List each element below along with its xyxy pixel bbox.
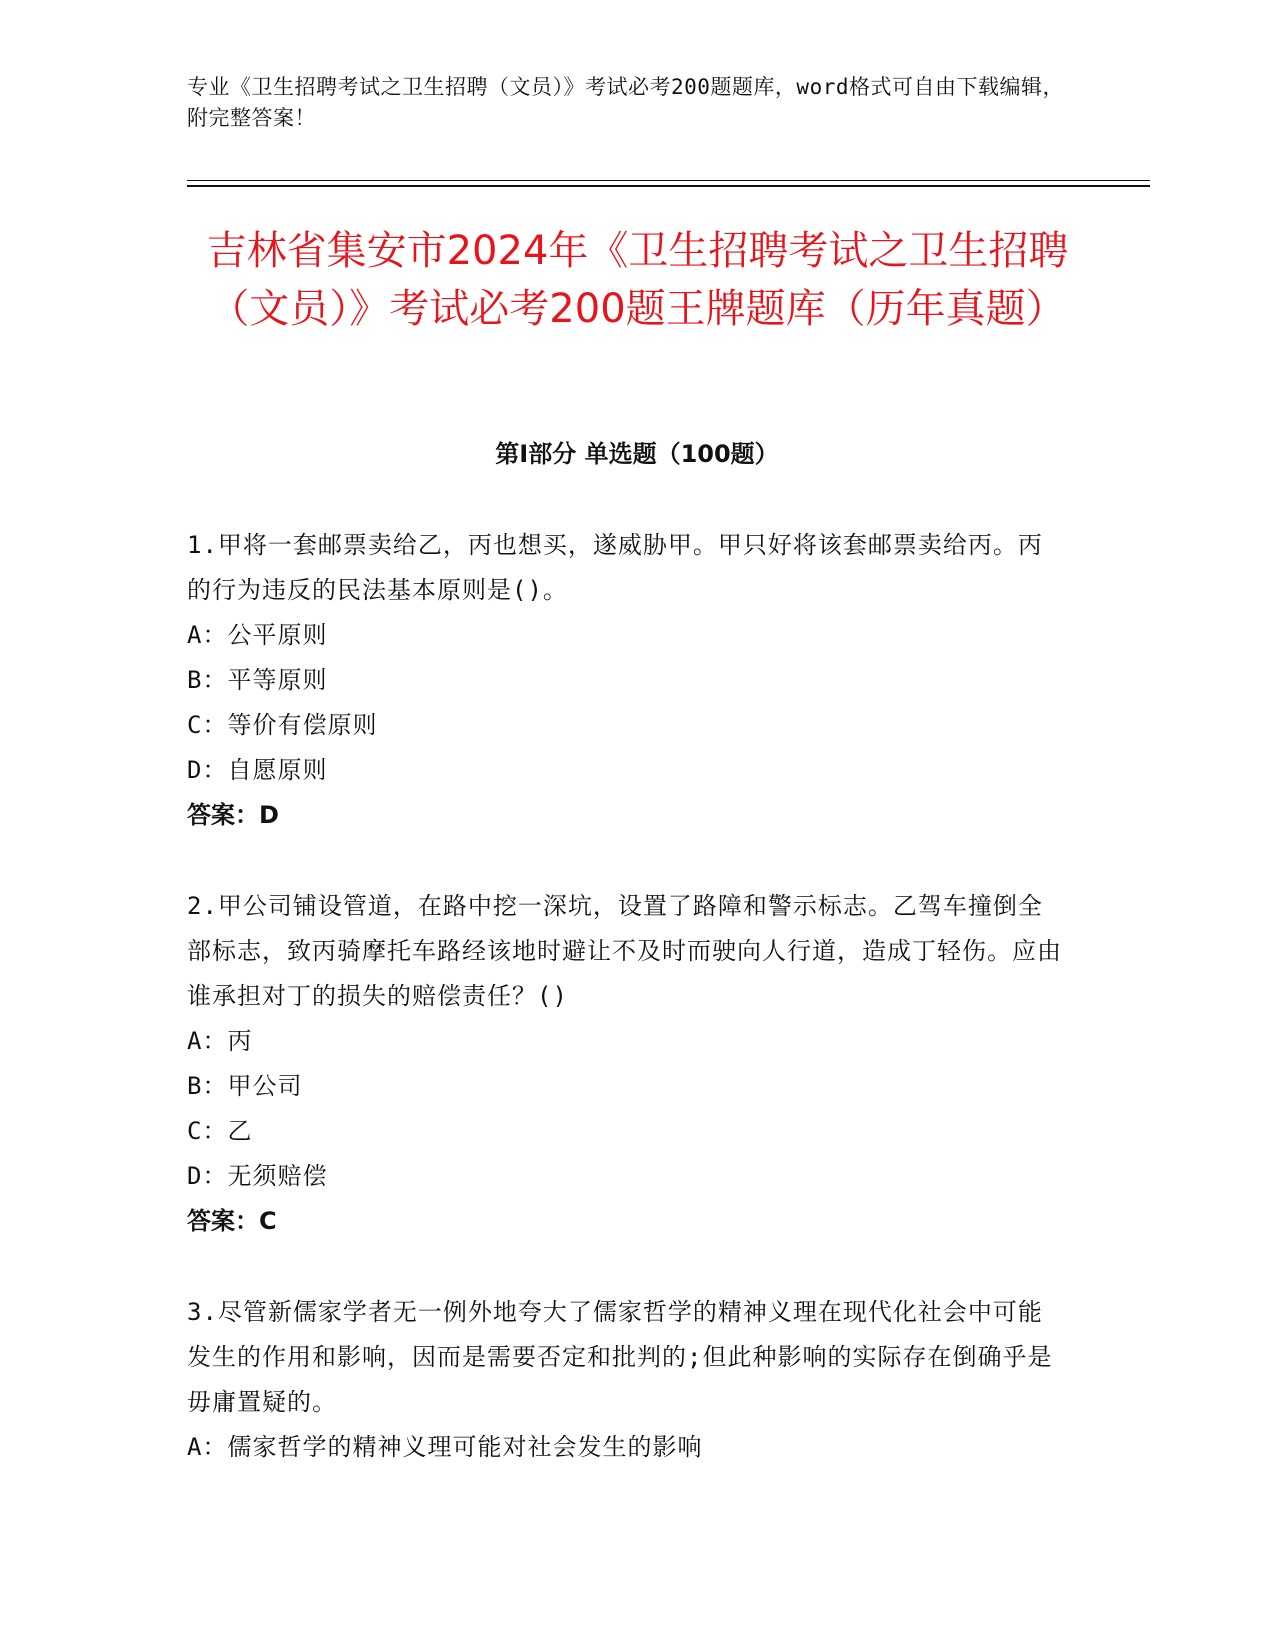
question-stem: 2.甲公司铺设管道，在路中挖一深坑，设置了路障和警示标志。乙驾车撞倒全部标志，致丙骑摩托车路经该地时避让不及时而驶向人行道，造成丁轻伤。应由谁承担对丁的损失的赔偿责任？()	[187, 892, 1062, 1010]
option-d: D：无须赔偿	[187, 1162, 328, 1190]
option-a: A：公平原则	[187, 621, 328, 649]
document-title: 吉林省集安市2024年《卫生招聘考试之卫生招聘（文员）》考试必考200题王牌题库（历年真题）	[206, 228, 1069, 332]
option-c: C：等价有偿原则	[187, 711, 378, 739]
question-3	[187, 1290, 1067, 1470]
option-b: B：甲公司	[187, 1072, 303, 1100]
question-1	[187, 523, 1067, 838]
answer: 答案：D	[187, 801, 279, 829]
question-2	[187, 884, 1067, 1244]
header-note: 专业《卫生招聘考试之卫生招聘（文员）》考试必考200题题库，word格式可自由下载编辑，附完整答案！	[187, 75, 1064, 130]
option-a: A：儒家哲学的精神义理可能对社会发生的影响	[187, 1433, 703, 1461]
option-c: C：乙	[187, 1117, 253, 1145]
section-title: 第Ⅰ部分 单选题（100题）	[495, 440, 779, 468]
option-a: A：丙	[187, 1027, 253, 1055]
option-b: B：平等原则	[187, 666, 328, 694]
question-stem: 3.尽管新儒家学者无一例外地夸大了儒家哲学的精神义理在现代化社会中可能发生的作用和影响，因而是需要否定和批判的;但此种影响的实际存在倒确乎是毋庸置疑的。	[187, 1298, 1053, 1416]
answer: 答案：C	[187, 1207, 277, 1235]
header-divider-thin	[187, 180, 1150, 181]
header-divider-thick	[187, 185, 1150, 187]
question-stem: 1.甲将一套邮票卖给乙，丙也想买，遂威胁甲。甲只好将该套邮票卖给丙。丙的行为违反的民法基本原则是()。	[187, 531, 1043, 604]
option-d: D：自愿原则	[187, 756, 328, 784]
